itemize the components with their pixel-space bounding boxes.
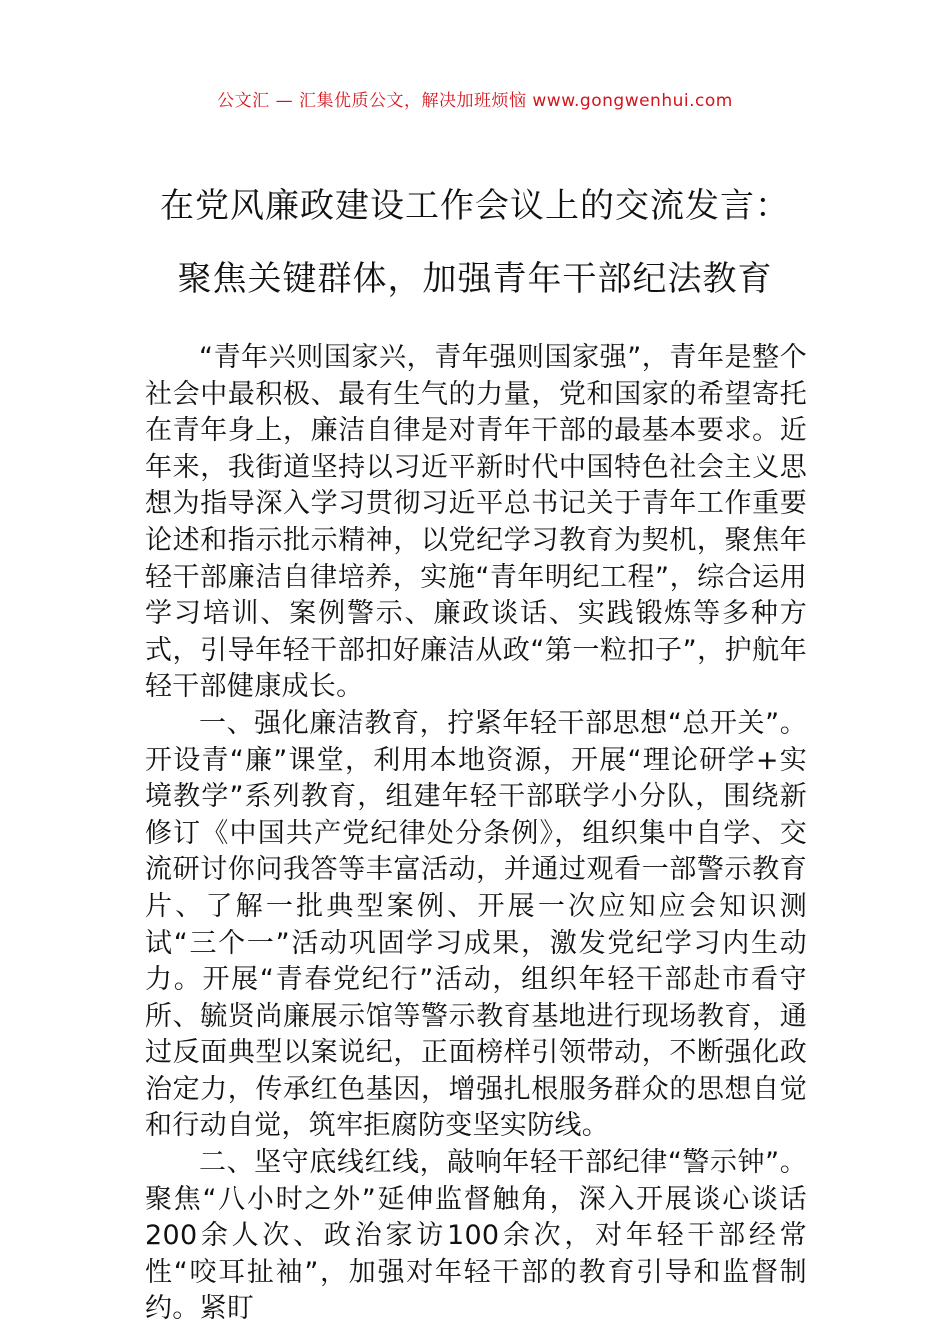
- site-banner: 公文汇 — 汇集优质公文，解决加班烦恼 www.gongwenhui.com: [217, 91, 733, 111]
- title-line-2: 聚焦关键群体，加强青年干部纪法教育: [177, 259, 773, 299]
- title-line-1: 在党风廉政建设工作会议上的交流发言：: [160, 186, 790, 226]
- paragraph-intro: “青年兴则国家兴，青年强则国家强”，青年是整个社会中最积极、最有生气的力量，党和国家的希望寄托在青年身上，廉洁自律是对青年干部的最基本要求。近年来，我街道坚持以习近平新时代中国特色社会主义思想为指导深入学习贯彻习近平总书记关于青年工作重要论述和指示批示精神，以党纪学习教育为契机，聚焦年轻干部廉洁自律培养，实施“青年明纪工程”，综合运用学习培训、案例警示、廉政谈话、实践锻炼等多种方式，引导年轻干部扣好廉洁从政“第一粒扣子”，护航年轻干部健康成长。: [145, 342, 807, 703]
- document-body: [145, 340, 807, 1328]
- document-title: [0, 170, 950, 316]
- paragraph-section-1: 一、强化廉洁教育，拧紧年轻干部思想“总开关”。开设青“廉”课堂，利用本地资源，开展“理论研学+实境教学”系列教育，组建年轻干部联学小分队，围绕新修订《中国共产党纪律处分条例》，组织集中自学、交流研讨你问我答等丰富活动，并通过观看一部警示教育片、了解一批典型案例、开展一次应知应会知识测试“三个一”活动巩固学习成果，激发党纪学习内生动力。开展“青春党纪行”活动，组织年轻干部赴市看守所、毓贤尚廉展示馆等警示教育基地进行现场教育，通过反面典型以案说纪，正面榜样引领带动，不断强化政治定力，传承红色基因，增强扎根服务群众的思想自觉和行动自觉，筑牢拒腐防变坚实防线。: [145, 707, 807, 1142]
- paragraph-section-2: 二、坚守底线红线，敲响年轻干部纪律“警示钟”。聚焦“八小时之外”延伸监督触角，深入开展谈心谈话200余人次、政治家访100余次，对年轻干部经常性“咬耳扯袖”，加强对年轻干部的教育引导和监督制约。紧盯: [145, 1147, 807, 1325]
